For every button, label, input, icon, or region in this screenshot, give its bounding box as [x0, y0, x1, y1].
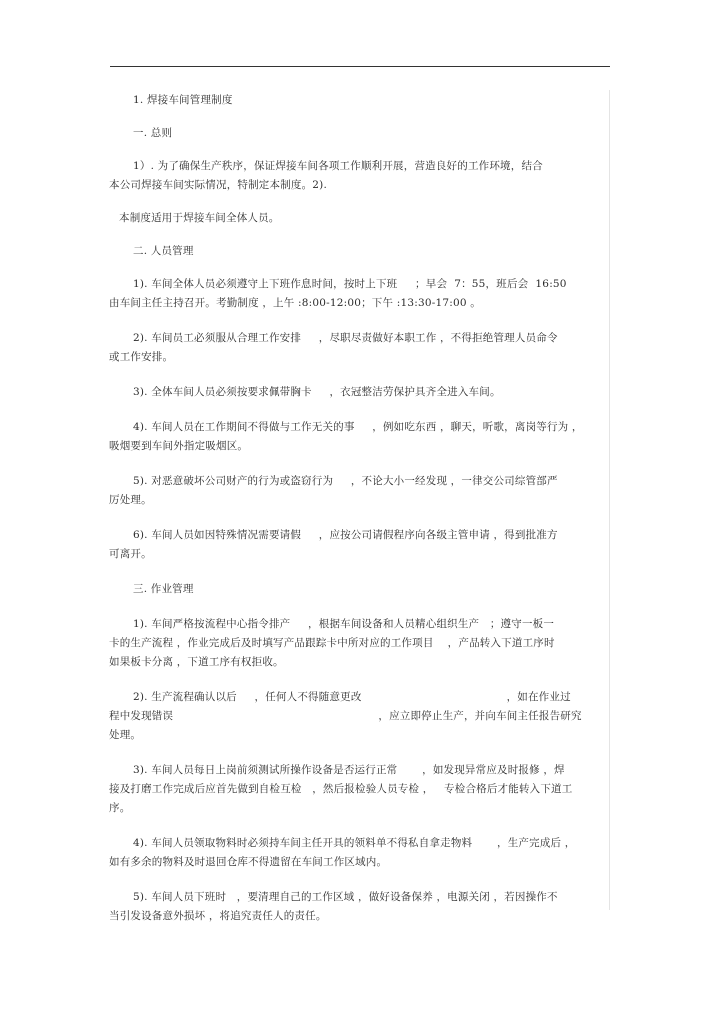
header-rule — [110, 66, 610, 67]
paragraph: 5). 对恶意破坏公司财产的行为或盗窃行为 ，不论大小一经发现 ，一律交公司综管部严 厉处理。 — [109, 475, 558, 506]
paragraph: 1). 车间严格按流程中心指令排产 ，根据车间设备和人员精心组织生产 ；遵守一板一 卡的生产流程 ，作业完成后及时填写产品跟踪卡中所对应的工作项目 ，产品转入下道工序时 如果板卡分离 ，下道工序有权拒收。 — [109, 618, 555, 668]
paragraph: 4). 车间人员领取物料时必须持车间主任开具的领料单不得私自拿走物料 ，生产完成后 ， 如有多余的物料及时退回仓库不得遗留在车间工作区域内。 — [109, 837, 576, 868]
paragraph: 3). 全体车间人员必须按要求佩带胸卡 ，衣冠整洁劳保护具齐全进入车间。 — [133, 386, 501, 398]
paragraph: 2). 车间员工必须服从合理工作安排 ，尽职尽责做好本职工作 ，不得拒绝管理人员命令 或工作安排。 — [109, 332, 558, 363]
document-title: 1. 焊接车间管理制度 — [133, 94, 233, 106]
section-heading-general: 一. 总则 — [133, 127, 173, 139]
paragraph: 1）. 为了确保生产秩序，保证焊接车间各项工作顺利开展，营造良好的工作环境，结合 本公司焊接车间实际情况，特制定本制度。2). — [109, 160, 543, 191]
paragraph: 2). 生产流程确认以后 ，任何人不得随意更改 ，如在作业过 程中发现错误 ，应立即停止生产，并向车间主任报告研究 处理。 — [109, 691, 582, 741]
paragraph: 3). 车间人员每日上岗前须测试所操作设备是否运行正常 ，如发现异常应及时报修 ，焊 接及打磨工作完成后应首先做到自检互检 ，然后报检验人员专检 ， 专检合格后才能转入下道工 序。 — [109, 764, 573, 814]
section-heading-operations: 三. 作业管理 — [133, 583, 194, 595]
paragraph: 5). 车间人员下班时 ，要清理自己的工作区域 ，做好设备保养 ，电源关闭 ，若因操作不 当引发设备意外损坏 ，将追究责任人的责任。 — [109, 891, 558, 922]
paragraph: 4). 车间人员在工作期间不得做与工作无关的事 ，例如吃东西 ，聊天，听歌，离岗等行为 ， 吸烟要到车间外指定吸烟区。 — [109, 421, 583, 452]
paragraph: 本制度适用于焊接车间全体人员。 — [119, 212, 280, 224]
document-body — [109, 91, 629, 926]
section-heading-personnel: 二. 人员管理 — [133, 245, 194, 257]
paragraph: 1). 车间全体人员必须遵守上下班作息时间，按时上下班 ；早会 7：55，班后会 16:50 由车间主任主持召开。考勤制度 ，上午 :8:00-12:00；下午 :13:30-17:00 。 — [109, 278, 567, 309]
paragraph: 6). 车间人员如因特殊情况需要请假 ，应按公司请假程序向各级主管申请 ，得到批准方 可离开。 — [109, 529, 558, 560]
